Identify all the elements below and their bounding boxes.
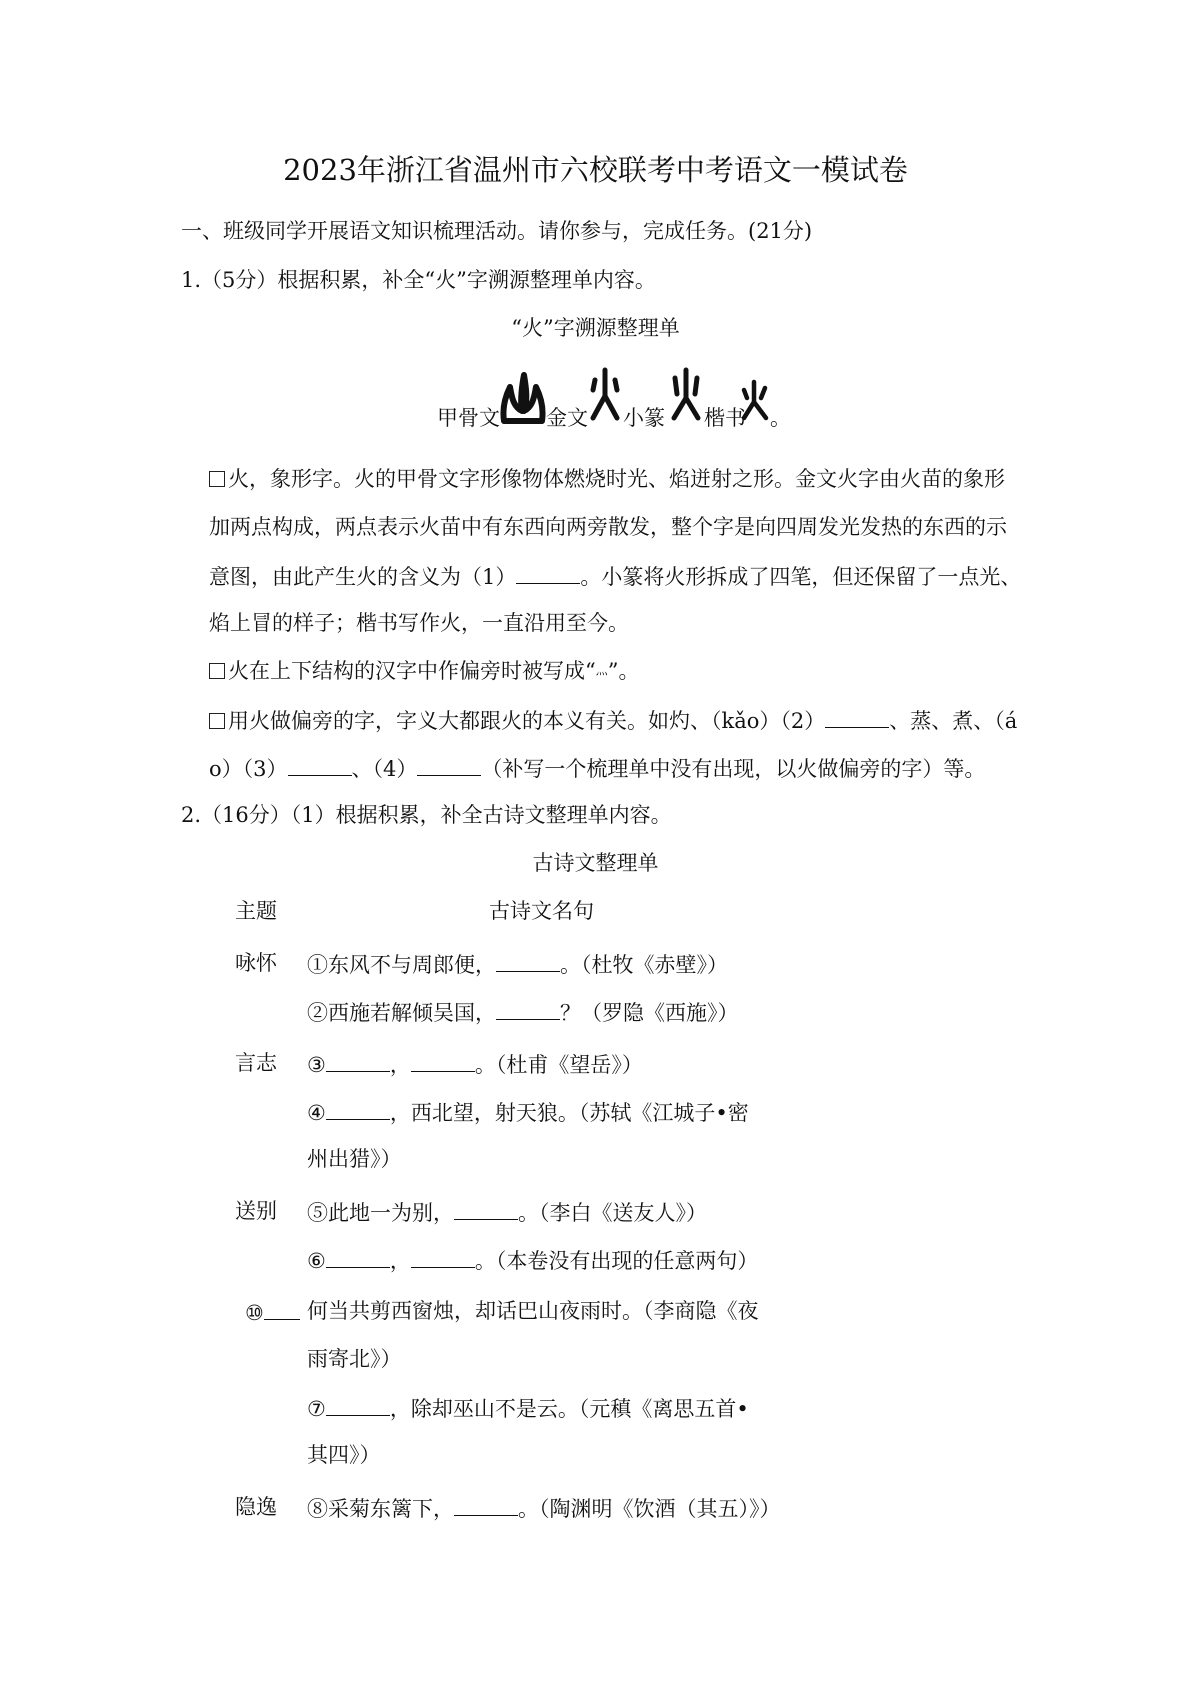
- label-oracle: 甲骨文: [437, 406, 500, 430]
- theme-yinyi: 隐逸: [235, 1495, 277, 1519]
- poem-row-7-cont: 其四》）: [307, 1443, 381, 1467]
- q1-paragraph-1-line-1: 火，象形字。火的甲骨文字形像物体燃烧时光、焰迸射之形。金文火字由火苗的象形: [209, 469, 1005, 490]
- bronze-fire-icon: [587, 366, 623, 422]
- answer-blank-r1[interactable]: [496, 953, 560, 972]
- answer-blank-r7[interactable]: [326, 1397, 390, 1416]
- checkbox-icon: [209, 471, 225, 487]
- theme-yanzhi: 言志: [235, 1051, 277, 1075]
- answer-blank-r6b[interactable]: [411, 1249, 475, 1268]
- checkbox-icon: [209, 663, 225, 679]
- answer-blank-3[interactable]: [288, 757, 352, 776]
- question-2-stem: 2.（16分）（1）根据积累，补全古诗文整理单内容。: [181, 803, 672, 827]
- poem-table-title: 古诗文整理单: [532, 851, 659, 875]
- theme-yonghuai: 咏怀: [235, 951, 277, 975]
- answer-blank-2[interactable]: [825, 709, 889, 728]
- q1-paragraph-3-line-2: o）（3） 、（4） （补写一个梳理单中没有出现，以火做偏旁的字）等。: [209, 757, 986, 781]
- poem-row-4: ④ ，西北望，射天狼。（苏轼《江城子•密: [307, 1101, 749, 1125]
- q1-paragraph-3-line-1: 用火做偏旁的字，字义大都跟火的本义有关。如灼、（kǎo）（2） 、蒸、煮、（á: [209, 709, 1017, 732]
- poem-row-5: ⑤此地一为别， 。（李白《送友人》）: [307, 1201, 707, 1225]
- fire-table-title: “火”字溯源整理单: [511, 316, 680, 340]
- label-regular: 楷书: [704, 406, 746, 430]
- fire-radical: 灬: [595, 663, 608, 677]
- theme-blank-10: ⑩: [245, 1301, 300, 1324]
- poem-row-3: ③ ， 。（杜甫《望岳》）: [307, 1053, 643, 1077]
- theme-songbie: 送别: [235, 1199, 277, 1223]
- seal-fire-icon: [668, 366, 704, 422]
- poem-row-1: ①东风不与周郎便， 。（杜牧《赤壁》）: [307, 953, 728, 977]
- answer-blank-r6a[interactable]: [326, 1249, 390, 1268]
- answer-blank-r4[interactable]: [326, 1101, 390, 1120]
- poem-row-6: ⑥ ， 。（本卷没有出现的任意两句）: [307, 1249, 759, 1273]
- question-1-stem: 1.（5分）根据积累，补全“火”字溯源整理单内容。: [181, 268, 656, 292]
- checkbox-icon: [209, 713, 225, 729]
- section-heading: 一、班级同学开展语文知识梳理活动。请你参与，完成任务。(21分): [181, 219, 813, 243]
- answer-blank-r3a[interactable]: [326, 1053, 390, 1072]
- label-bronze: 金文: [546, 406, 588, 430]
- page-title: 2023年浙江省温州市六校联考中考语文一模试卷: [283, 153, 908, 187]
- answer-blank-1[interactable]: [516, 565, 580, 584]
- answer-blank-theme-10[interactable]: [264, 1301, 300, 1320]
- poem-row-8: ⑧采菊东篱下， 。（陶渊明《饮酒（其五）》）: [307, 1497, 781, 1521]
- script-end: 。: [770, 406, 791, 430]
- q1-paragraph-2: 火在上下结构的汉字中作偏旁时被写成“灬”。: [209, 661, 640, 682]
- poem-row-10: 何当共剪西窗烛，却话巴山夜雨时。（李商隐《夜: [307, 1299, 759, 1323]
- answer-blank-r8[interactable]: [454, 1497, 518, 1516]
- oracle-bone-fire-icon: [500, 371, 546, 427]
- poem-row-4-cont: 州出猎》）: [307, 1147, 402, 1171]
- answer-blank-r2[interactable]: [496, 1001, 560, 1020]
- answer-blank-4[interactable]: [417, 757, 481, 776]
- col-lines-header: 古诗文名句: [489, 899, 594, 923]
- poem-row-10-cont: 雨寄北》）: [307, 1347, 402, 1371]
- q1-paragraph-1-line-3: 意图，由此产生火的含义为（1） 。小篆将火形拆成了四笔，但还保留了一点光、: [209, 565, 1022, 589]
- q1-paragraph-1-line-2: 加两点构成，两点表示火苗中有东西向两旁散发，整个字是向四周发光发热的东西的示: [209, 515, 1007, 539]
- label-seal: 小篆: [623, 406, 665, 430]
- answer-blank-r5[interactable]: [454, 1201, 518, 1220]
- col-theme-header: 主题: [235, 899, 277, 923]
- q1-paragraph-1-line-4: 焰上冒的样子；楷书写作火，一直沿用至今。: [209, 611, 629, 635]
- regular-fire-icon: [738, 378, 770, 422]
- poem-row-2: ②西施若解倾吴国， ？（罗隐《西施》）: [307, 1001, 739, 1025]
- poem-row-7: ⑦ ，除却巫山不是云。（元稹《离思五首•: [307, 1397, 749, 1421]
- answer-blank-r3b[interactable]: [411, 1053, 475, 1072]
